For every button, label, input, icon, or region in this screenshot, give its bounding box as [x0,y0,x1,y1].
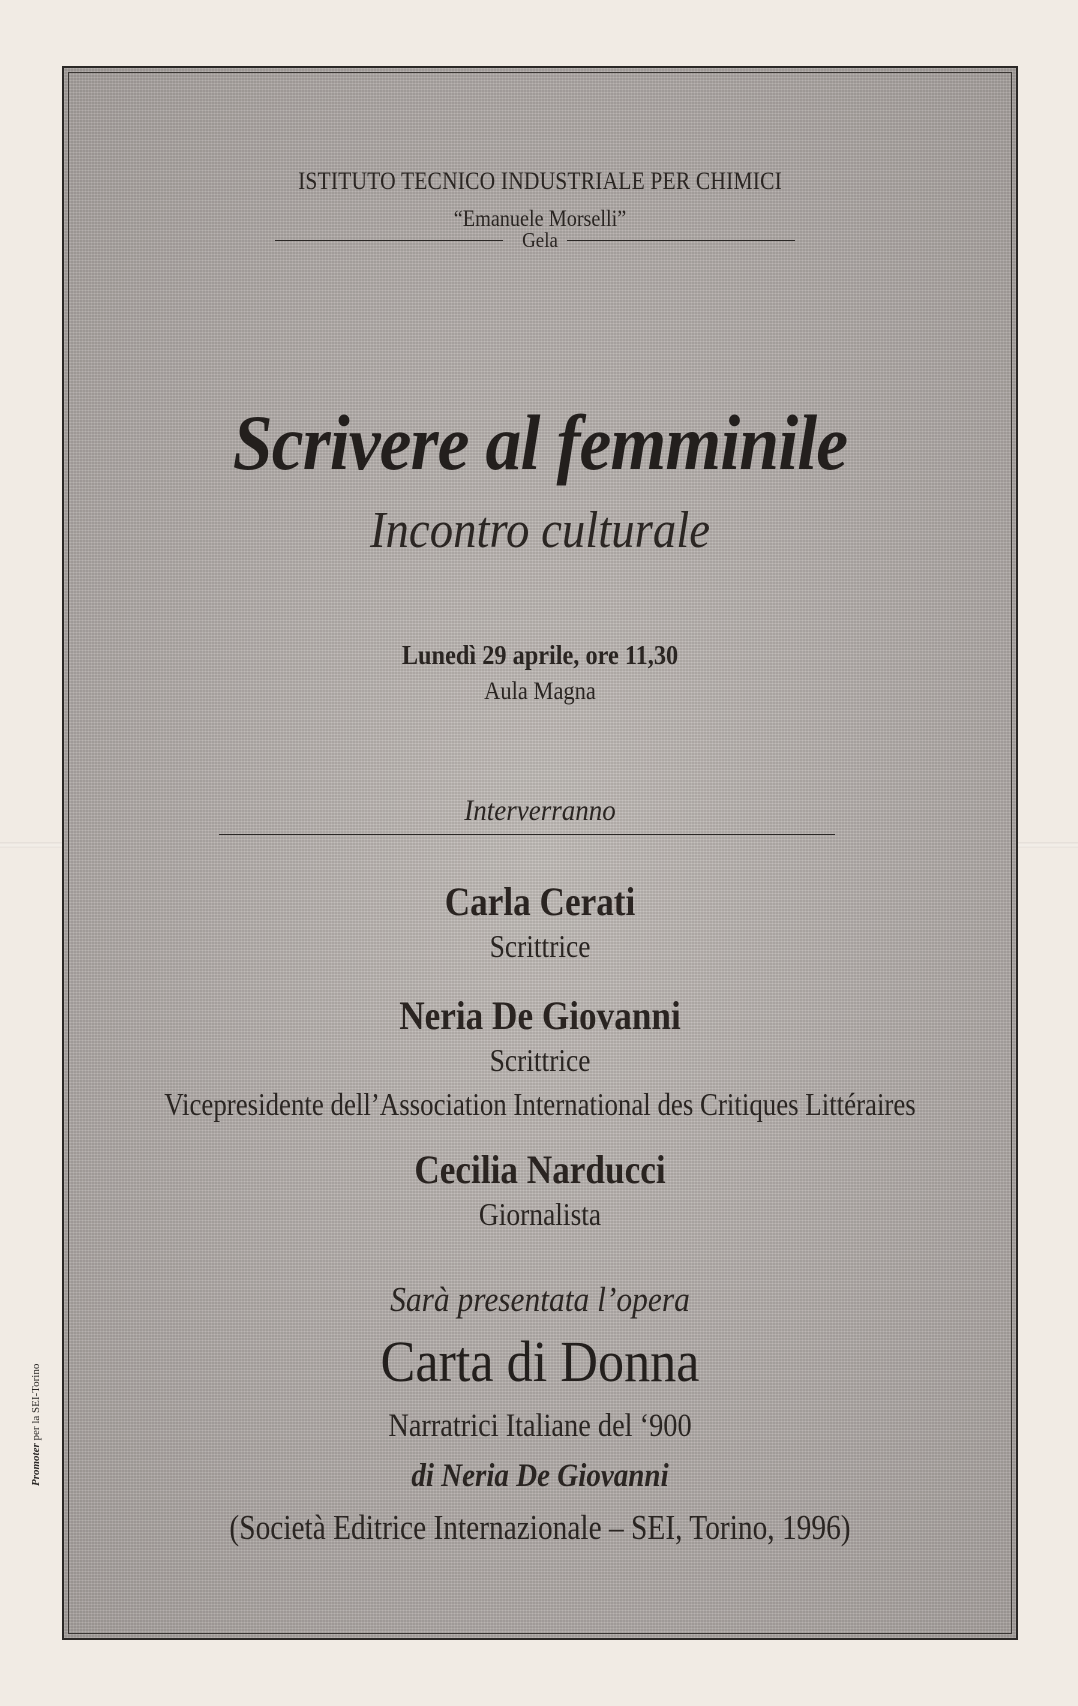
book-publisher: (Società Editrice Internazionale – SEI, Torino, 1996) [229,1508,851,1547]
book-title: Carta di Donna [380,1329,700,1394]
speaker-name: Carla Cerati [444,879,636,924]
speakers-heading: Interverranno [464,794,616,827]
speaker-name: Neria De Giovanni [399,993,681,1038]
speaker-role: Giornalista [478,1196,602,1232]
event-title: Scrivere al femminile [232,399,848,486]
event-venue: Aula Magna [484,678,596,705]
event-date-time: Lunedì 29 aprile, ore 11,30 [401,640,679,670]
speakers-divider [219,834,835,835]
printer-credit-text: per la SEI-Torino [30,1363,42,1441]
city-name: Gela [522,228,558,252]
book-author: di Neria De Giovanni [411,1458,669,1494]
speaker-extra-role: Vicepresidente dell’Association International des Critiques Littéraires [164,1086,916,1122]
school-name: “Emanuele Morselli” [453,206,627,231]
event-subtitle: Incontro culturale [369,502,711,559]
speaker-role: Scrittrice [489,1042,591,1078]
printer-credit [30,1364,42,1486]
book-subtitle: Narratrici Italiane del ‘900 [388,1408,692,1444]
speaker-name: Cecilia Narducci [414,1147,666,1192]
poster-frame [62,66,1018,1640]
speaker-role: Scrittrice [489,928,591,964]
presentation-intro: Sarà presentata l’opera [390,1280,690,1319]
institute-name: ISTITUTO TECNICO INDUSTRIALE PER CHIMICI [298,168,782,195]
poster-inner-border [68,72,1012,1634]
printer-brand: Promoter [30,1443,42,1486]
